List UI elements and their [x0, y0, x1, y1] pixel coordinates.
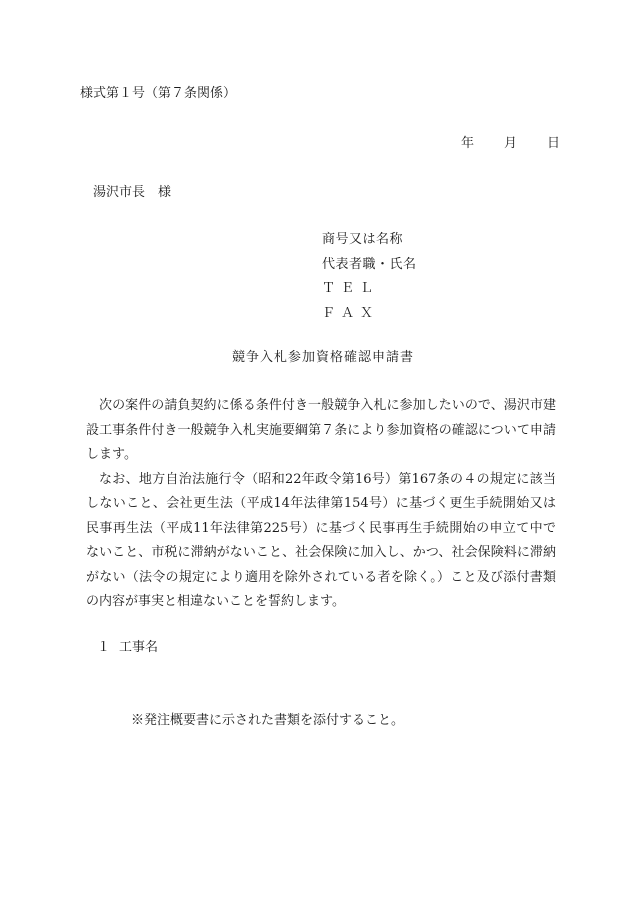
company-name-label: 商号又は名称	[322, 232, 404, 247]
date-month-label: 月	[504, 136, 518, 151]
attachment-note: ※発注概要書に示された書類を添付すること。	[131, 713, 405, 728]
fax-label: ＦＡＸ	[322, 305, 380, 321]
applicant-block	[322, 228, 417, 326]
body-paragraph-2: なお、地方自治法施行令（昭和22年政令第16号）第167条の４の規定に該当しないこと、会社更生法（平成14年法律第154号）に基づく更生手続開始又は民事再生法（平成11年法律第225号）に基づく民事再生手続開始の申立て中でないこと、市税に滞納がないこと、社会保険に加入し、かつ、社会保険料に滞納がない（法令の規定により適用を除外されている者を除く。）こと及び添付書類の内容が事実と相違ないことを誓約します。	[86, 471, 556, 609]
form-number: 様式第１号（第７条関係）	[80, 86, 237, 101]
document-title: 競争入札参加資格確認申請書	[232, 350, 415, 365]
item-label: 工事名	[119, 640, 159, 655]
date-day-label: 日	[547, 136, 561, 151]
tel-label: ＴＥＬ	[322, 281, 380, 296]
item-construction-name	[97, 636, 158, 655]
addressee: 湯沢市長 様	[93, 185, 172, 200]
date-year-label: 年	[461, 136, 475, 151]
body-text	[86, 394, 556, 615]
body-paragraph-1: 次の案件の請負契約に係る条件付き一般競争入札に参加したいので、湯沢市建設工事条件付き一般競争入札実施要綱第７条により参加資格の確認について申請します。	[86, 398, 556, 462]
item-number: １	[97, 640, 111, 655]
date-line	[461, 132, 560, 151]
representative-label: 代表者職・氏名	[322, 256, 417, 272]
